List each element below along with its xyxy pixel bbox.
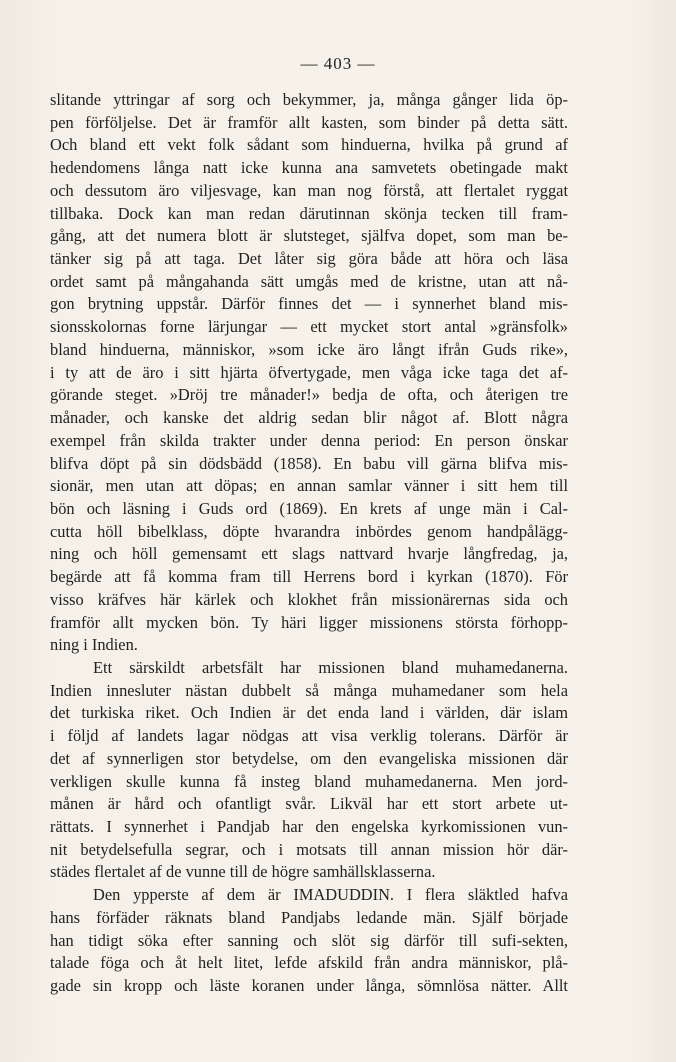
text-line: hans förfäder räknats bland Pandjabs ledande män. Själf började [50,907,568,927]
text-line: rättats. I synnerhet i Pandjab har den engelska kyrkomissionen vun- [50,817,568,836]
text-line: i följd af landets lagar nödgas att visa verklig tolerans. Därför är [50,726,568,746]
text-line: Och bland ett vekt folk sådant som hinduerna, hvilka på grund af [50,135,568,155]
text-line: och dessutom äro viljesvage, kan man nog förstå, att flertalet ryggat [50,180,568,200]
paragraph-start-line: Den ypperste af dem är IMADUDDIN. I flera släktled hafva [93,885,568,905]
text-line: cutta höll bibelklass, döpte hvarandra inbördes genom handpålägg- [50,521,568,541]
text-line: sionär, men utan att döpas; en annan samlar vänner i sitt hem till [50,476,568,496]
body-text [50,89,568,998]
text-line: gade sin kropp och läste koranen under långa, sömnlösa nätter. Allt [50,976,568,996]
text-line: hedendomens långa natt icke kunna ana samvetets obetingade makt [50,158,568,178]
text-line: pen förföljelse. Det är framför allt kasten, som binder på detta sätt. [50,112,568,132]
text-line: bland hinduerna, människor, »som icke äro långt ifrån Guds rike», [50,339,568,359]
text-line: månader, och kanske det aldrig sedan blir något af. Blott några [50,408,568,428]
text-line: exempel från skilda trakter under denna period: En person önskar [50,430,568,450]
text-line: talade föga och åt helt litet, lefde afskild från andra människor, plå- [50,953,568,973]
paragraph-end-line: ning i Indien. [50,635,138,655]
page-number: — 403 — [300,54,376,73]
paragraph-end-line: städes flertalet af de vunne till de högre samhällsklasserna. [50,862,436,882]
text-line: ning och höll gemensamt ett slags nattvard hvarje långfredag, ja, [50,544,568,564]
text-line: tillbaka. Dock kan man redan därutinnan skönja tecken till fram- [50,203,568,223]
text-line: ordet samt på mångahanda sätt umgås med de kristne, utan att nå- [50,271,568,291]
paragraph-start-line: Ett särskildt arbetsfält har missionen bland muhamedanerna. [93,657,568,677]
text-line: i ty att de äro i sitt hjärta öfvertygade, men våga icke taga det af- [50,362,568,382]
text-line: görande steget. »Dröj tre månader!» bedja de ofta, och återigen tre [50,385,568,405]
text-line: begärde att få komma fram till Herrens bord i kyrkan (1870). För [50,567,568,587]
text-line: slitande yttringar af sorg och bekymmer, ja, många gånger lida öp- [50,90,568,109]
text-line: bön och läsning i Guds ord (1869). En krets af unge män i Cal- [50,498,568,518]
text-line: nit betydelsefulla segrar, och i motsats till annan mission hör där- [50,839,568,859]
text-line: Indien innesluter nästan dubbelt så många muhamedaner som hela [50,680,568,700]
text-line: han tidigt söka efter sanning och slöt sig därför till sufi-sekten, [50,930,568,950]
text-line: det turkiska riket. Och Indien är det enda land i världen, där islam [50,703,568,723]
text-line: gång, att det numera blott är slutsteget, själfva dopet, som man be- [50,226,568,246]
text-line: månen är hård och ofantligt svår. Likväl har ett stort arbete ut- [50,794,568,814]
text-line: framför allt mycken bön. Ty häri ligger missionens största förhopp- [50,612,568,632]
text-line: sionsskolornas forne lärjungar — ett mycket stort antal »gränsfolk» [50,317,568,337]
text-line: tänker sig på att taga. Det låter sig göra både att höra och läsa [50,249,568,269]
text-line: blifva döpt på sin dödsbädd (1858). En babu vill gärna blifva mis- [50,453,568,473]
text-line: verkligen skulle kunna få insteg bland muhamedanerna. Men jord- [50,771,568,791]
text-line: det af synnerligen stor betydelse, om den evangeliska missionen där [50,748,568,768]
text-line: visso kräfves här kärlek och klokhet från missionärernas sida och [50,589,568,609]
text-line: gon brytning uppstår. Därför finnes det — i synnerhet bland mis- [50,294,568,314]
